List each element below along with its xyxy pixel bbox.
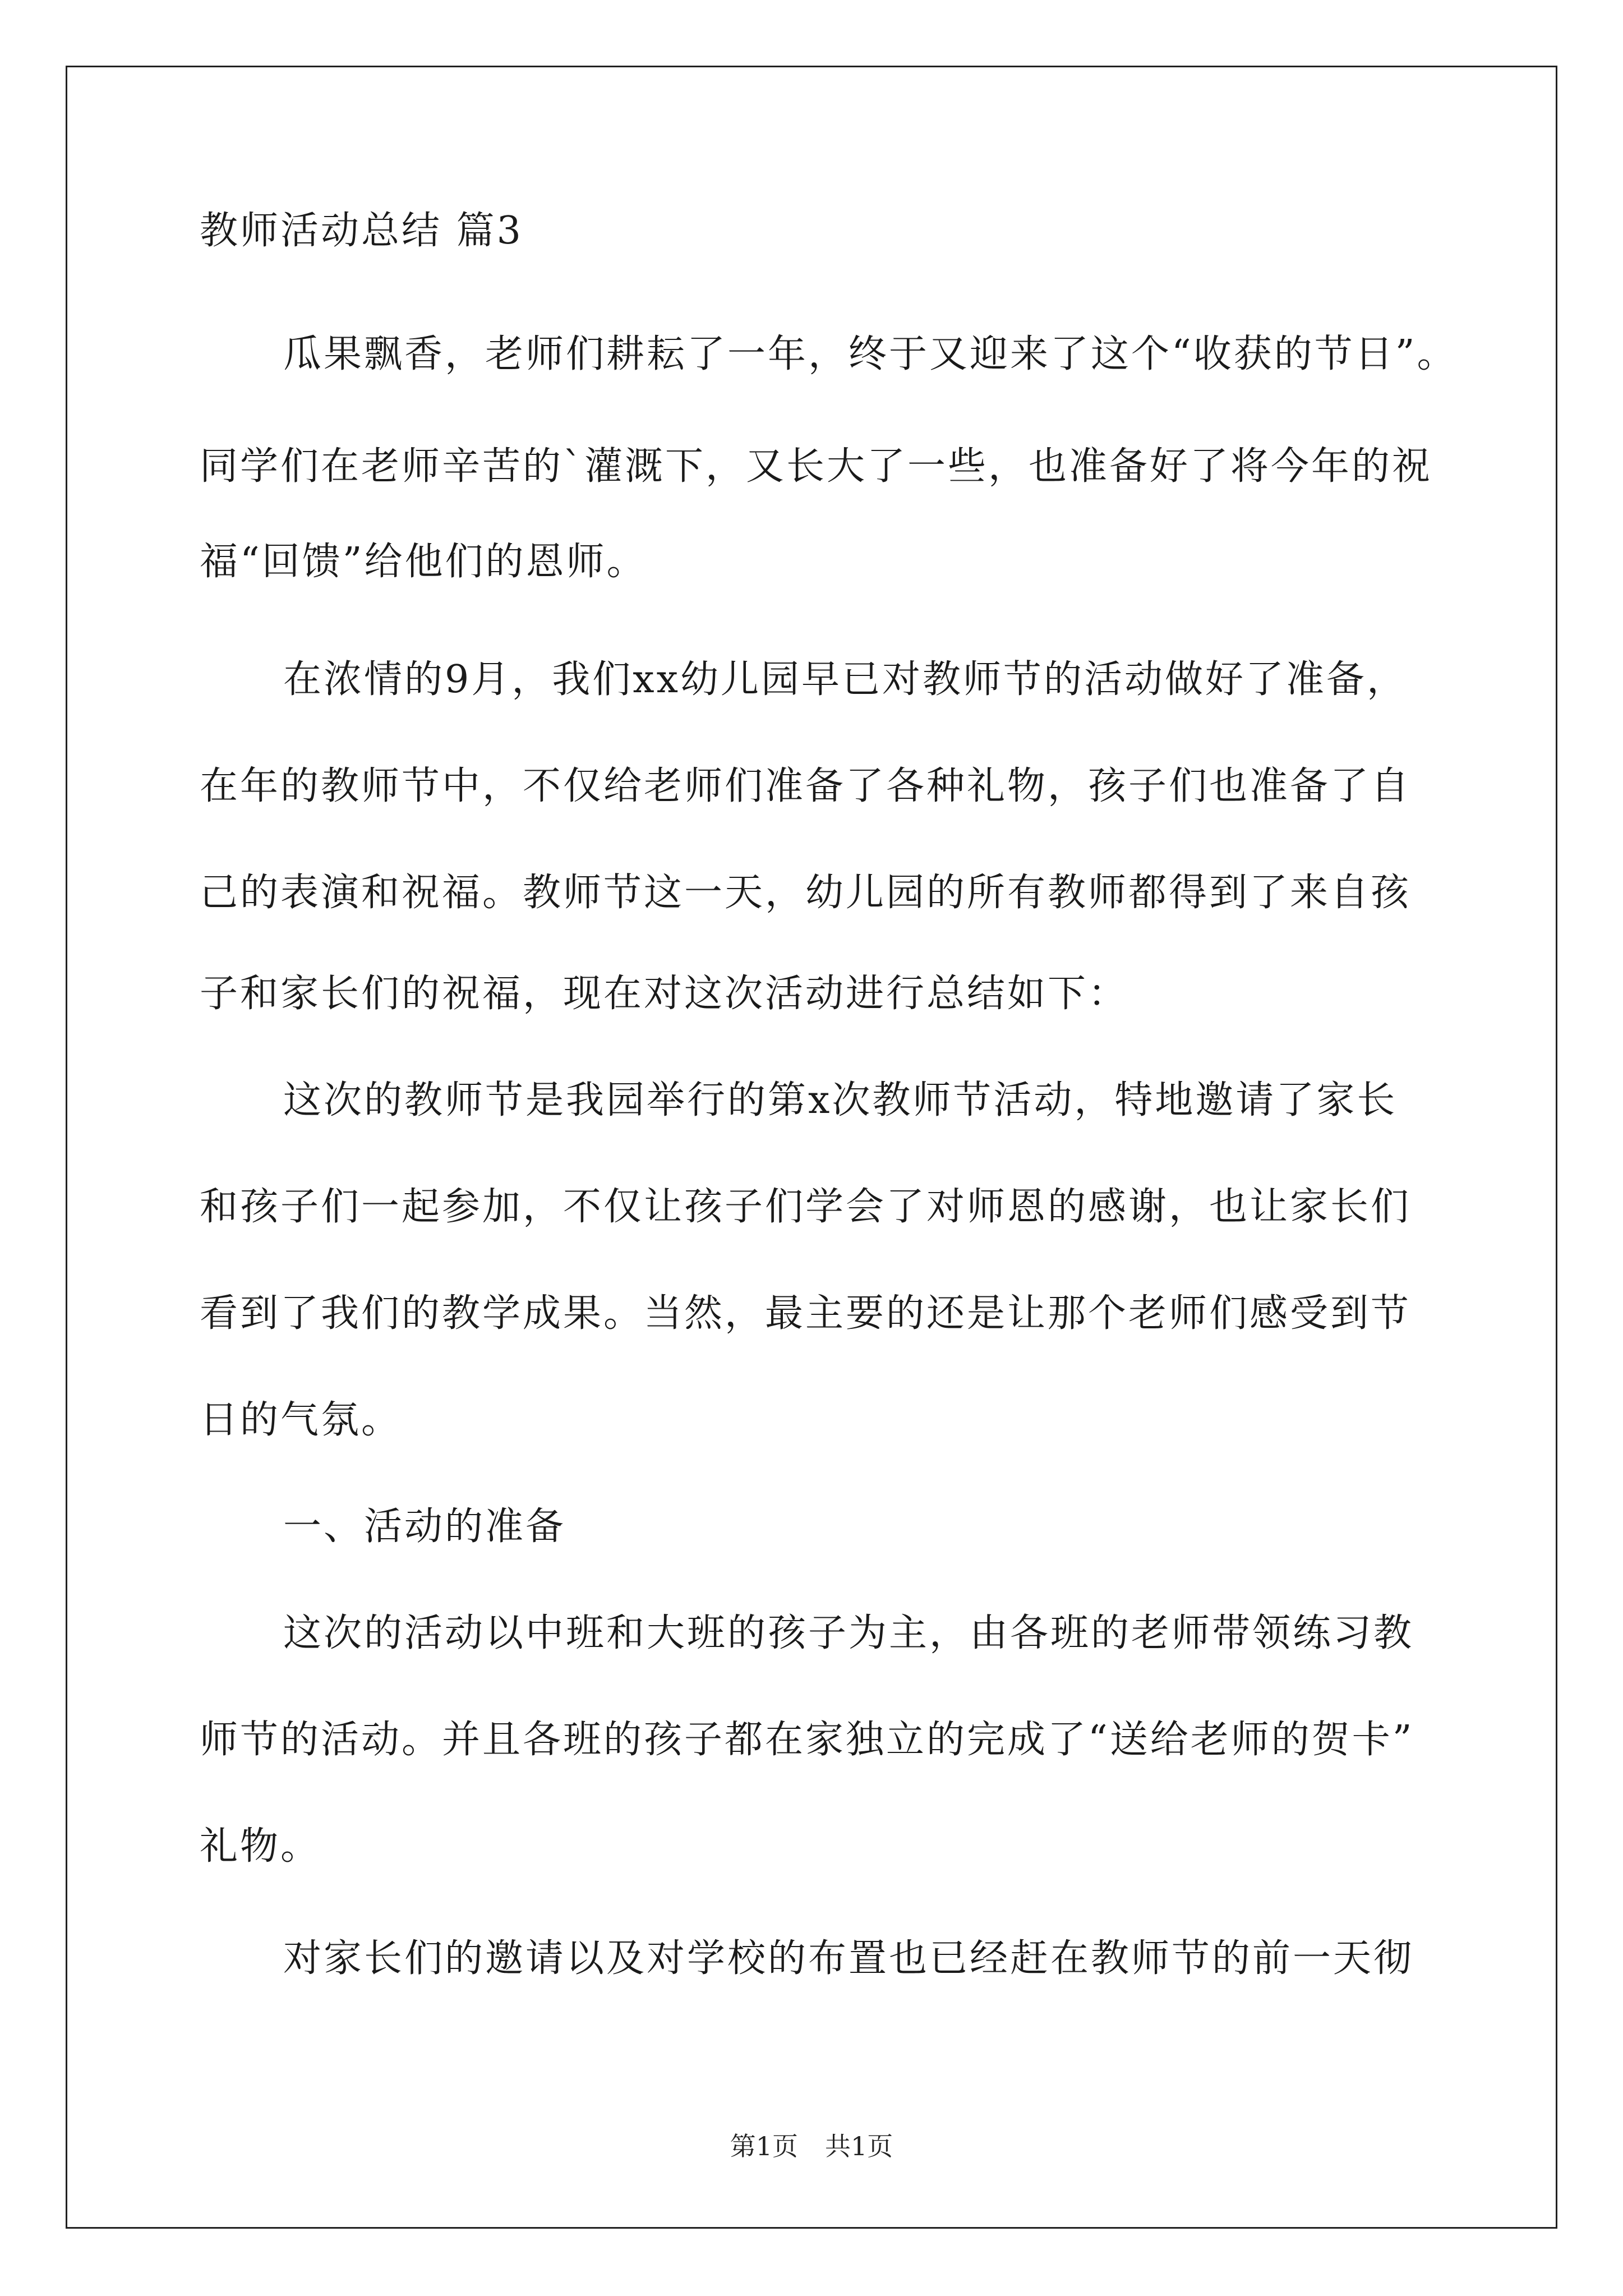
text-line: 福“回馈”给他们的恩师。	[200, 540, 647, 584]
text-line: 对家长们的邀请以及对学校的布置也已经赶在教师节的前一天彻	[283, 1936, 1414, 1981]
text-line: 瓜果飘香，老师们耕耘了一年，终于又迎来了这个“收获的节日”。	[283, 332, 1458, 376]
section-title: 教师活动总结 篇3	[200, 209, 523, 253]
page-footer	[0, 2131, 1623, 2162]
text-line: 己的表演和祝福。教师节这一天，幼儿园的所有教师都得到了来自孩	[200, 871, 1412, 915]
text-line: 师节的活动。并且各班的孩子都在家独立的完成了“送给老师的贺卡”	[200, 1718, 1414, 1762]
page-number: 第1页	[730, 2131, 798, 2161]
text-line: 和孩子们一起参加，不仅让孩子们学会了对师恩的感谢，也让家长们	[200, 1185, 1412, 1229]
text-line: 礼物。	[200, 1824, 321, 1869]
text-line: 看到了我们的教学成果。当然，最主要的还是让那个老师们感受到节	[200, 1291, 1412, 1336]
text-line: 子和家长们的祝福，现在对这次活动进行总结如下：	[200, 972, 1129, 1016]
text-line: 这次的教师节是我园举行的第x次教师节活动，特地邀请了家长	[283, 1078, 1398, 1122]
text-line: 在年的教师节中，不仅给老师们准备了各种礼物，孩子们也准备了自	[200, 764, 1412, 808]
subheading: 一、活动的准备	[283, 1504, 566, 1549]
text-line: 在浓情的9月，我们xx幼儿园早已对教师节的活动做好了准备，	[283, 657, 1407, 702]
text-line: 日的气氛。	[200, 1398, 402, 1442]
page-total: 共1页	[825, 2131, 893, 2161]
text-line: 这次的活动以中班和大班的孩子为主，由各班的老师带领练习教	[283, 1611, 1414, 1655]
page-border	[66, 66, 1557, 2229]
text-line: 同学们在老师辛苦的`灌溉下，又长大了一些，也准备好了将今年的祝	[200, 444, 1433, 489]
